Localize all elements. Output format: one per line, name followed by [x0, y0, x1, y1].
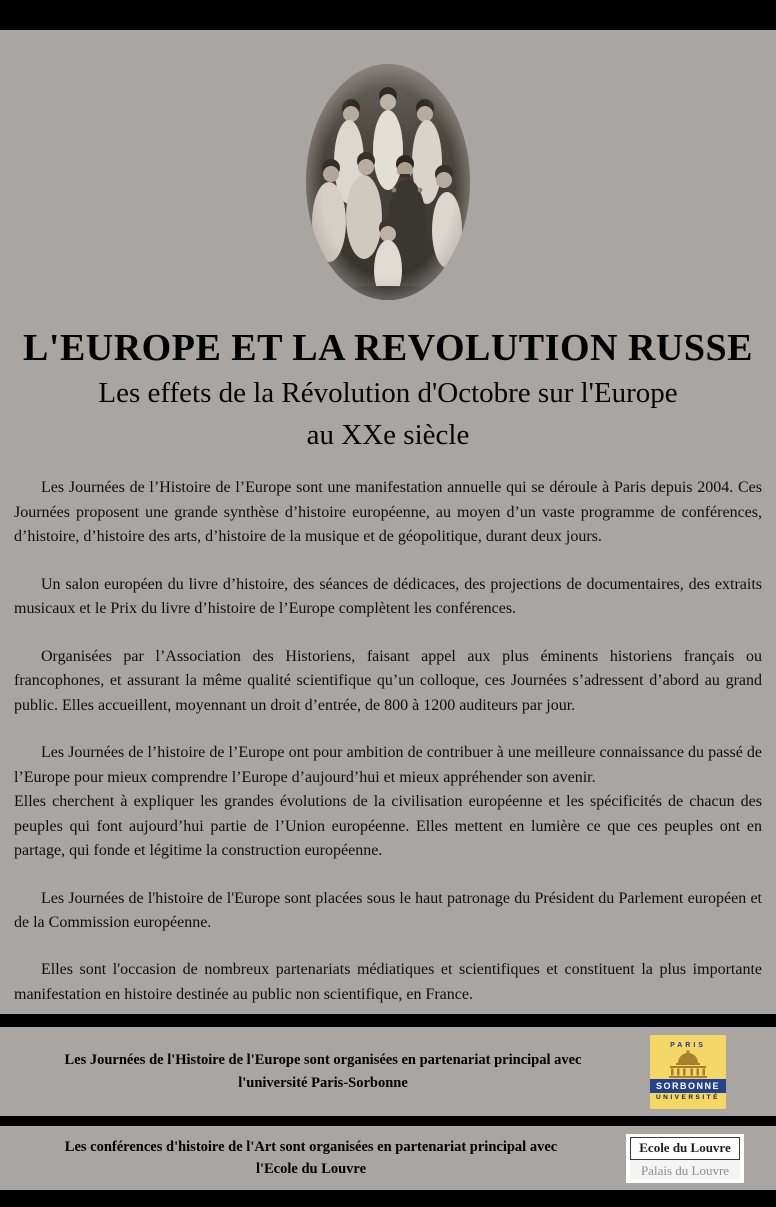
body-paragraph: Elles sont l'occasion de nombreux partenariats médiatiques et scientifiques et constituent la plus importante manifestation en histoire destinée au public non scientifique, en France. [14, 961, 762, 1003]
ecole-du-louvre-label: Ecole du Louvre [630, 1137, 740, 1160]
poster-body [14, 476, 762, 1007]
partner-section-sorbonne [0, 1027, 776, 1116]
partner-sorbonne-line2: l'université Paris-Sorbonne [238, 1074, 408, 1091]
poster-subtitle-line1: Les effets de la Révolution d'Octobre sur l'Europe [98, 376, 678, 409]
poster-main [0, 30, 776, 1014]
sorbonne-building-icon [666, 1050, 710, 1078]
body-paragraph: Un salon européen du livre d’histoire, des séances de dédicaces, des projections de documentaires, des extraits musicaux et le Prix du livre d’histoire de l’Europe complètent les conférences. [14, 575, 762, 618]
partner-louvre-line1: Les conférences d'histoire de l'Art sont organisées en partenariat principal avec [64, 1138, 558, 1155]
body-paragraph: Les Journées de l’Histoire de l’Europe sont une manifestation annuelle qui se déroule à Paris depuis 2004. Ces Journées proposent une grande synthèse d’histoire européenne, au moyen d’un vaste programme de conférences, d’histoire, d’histoire des arts, d’histoire de la musique et de géopolitique, durant deux jours. [14, 479, 762, 546]
partner-section-louvre [0, 1126, 776, 1190]
partner-sorbonne-text [8, 1049, 638, 1094]
body-paragraph: Elles cherchent à expliquer les grandes évolutions de la civilisation européenne et les spécificités de chacun des peuples qui font aujourd’hui partie de l’Union européenne. Elles mettent en lumière ce que ces peuples ont en partage, qui fonde et légitime la construction européenne. [14, 793, 762, 860]
body-paragraph: Les Journées de l'histoire de l'Europe sont placées sous le haut patronage du Président du Parlement européen et de la Commission européenne. [14, 889, 762, 932]
partner-louvre-text [8, 1136, 614, 1181]
partner-sorbonne-line1: Les Journées de l'Histoire de l'Europe sont organisées en partenariat principal avec [64, 1052, 582, 1069]
ecole-du-louvre-logo [626, 1134, 744, 1183]
poster-subtitle-line2: au XXe siècle [306, 418, 470, 451]
separator-bar [0, 1116, 776, 1126]
top-black-bar [0, 0, 776, 30]
sorbonne-logo-universite-label: UNIVERSITÉ [655, 1094, 720, 1101]
sorbonne-logo-paris-label: PARIS [670, 1042, 706, 1049]
romanov-family-photo [304, 62, 472, 302]
sorbonne-logo-band-label: SORBONNE [650, 1079, 726, 1093]
body-paragraph: Les Journées de l’histoire de l’Europe ont pour ambition de contribuer à une meilleure connaissance du passé de l’Europe pour mieux comprendre l’Europe d’aujourd’hui et mieux appréhender son avenir. [14, 744, 762, 786]
poster-title: L'EUROPE ET LA REVOLUTION RUSSE [23, 327, 753, 369]
partner-louvre-line2: l'Ecole du Louvre [255, 1161, 367, 1177]
bottom-black-bar [0, 1190, 776, 1207]
body-paragraph: Organisées par l’Association des Historiens, faisant appel aux plus éminents historiens français ou francophones, et assurant la même qualité scientifique qu’un colloque, ces Journées s’adressent d’abord au grand public. Elles accueillent, moyennant un droit d’entrée, de 800 à 1200 auditeurs par jour. [14, 647, 762, 714]
palais-du-louvre-label: Palais du Louvre [630, 1160, 740, 1180]
separator-bar [0, 1014, 776, 1027]
photo-container [14, 62, 762, 302]
sorbonne-logo [650, 1035, 726, 1109]
